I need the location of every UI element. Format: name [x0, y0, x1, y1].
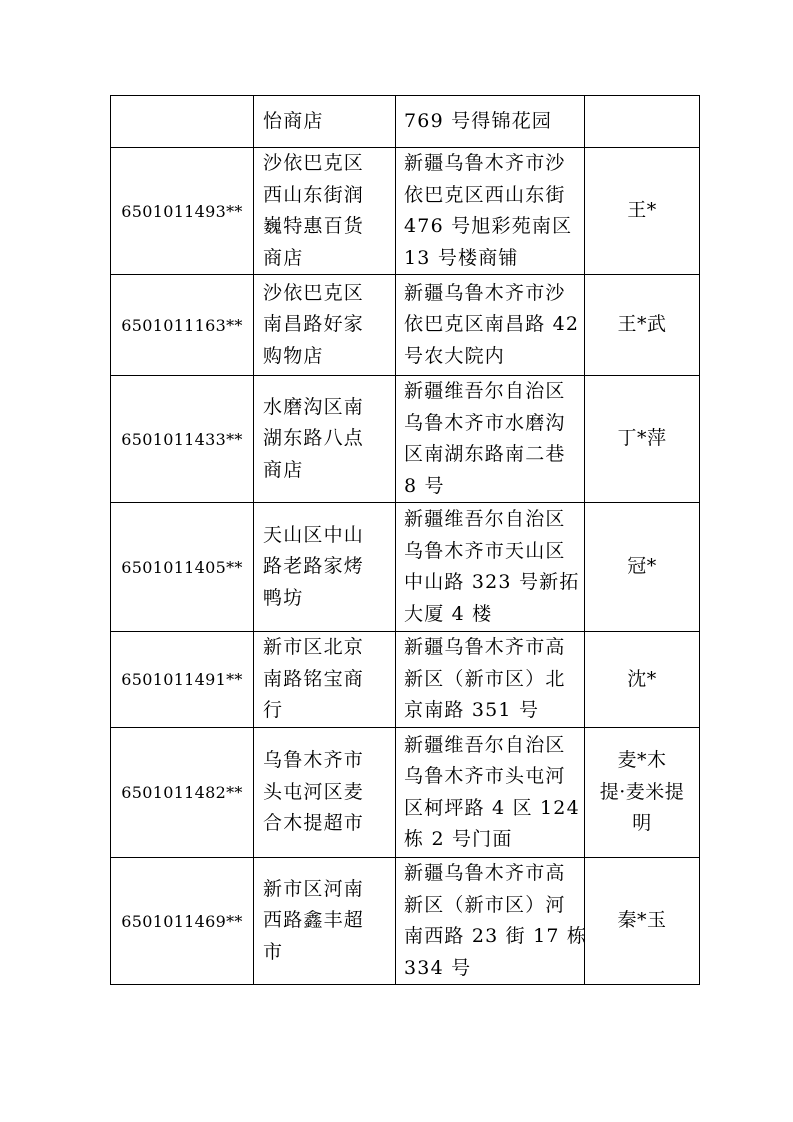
merchant-name-line: 购物店 — [263, 344, 324, 367]
merchant-id-cell — [111, 96, 254, 148]
merchant-address-line: 京南路 351 号 — [404, 699, 540, 722]
merchant-name-cell — [254, 275, 396, 376]
merchant-name-line: 西山东街润 — [263, 183, 365, 206]
person-name-line: 王* — [627, 199, 657, 222]
merchant-address-line: 中山路 323 号新拓 — [404, 571, 580, 593]
merchant-name-line: 南昌路好家 — [263, 313, 365, 336]
merchant-name-line: 鸭坊 — [263, 586, 304, 609]
merchant-name-line: 商店 — [263, 458, 304, 481]
person-name-line: 秦*玉 — [617, 909, 667, 932]
merchant-address-line: 新区（新市区）北 — [404, 667, 566, 690]
merchant-address-line: 新疆乌鲁木齐市沙 — [404, 281, 566, 304]
merchant-name-line: 市 — [263, 940, 284, 963]
merchant-id-cell: 6501011433** — [111, 376, 254, 503]
merchant-address-line: 769 号得锦花园 — [404, 109, 553, 132]
merchant-name-cell — [254, 148, 396, 275]
merchant-name-line: 西路鑫丰超 — [263, 909, 365, 932]
merchant-address-cell — [396, 728, 585, 858]
merchant-id-cell: 6501011163** — [111, 275, 254, 376]
merchant-name-line: 天山区中山 — [263, 523, 365, 546]
person-name-line: 明 — [632, 812, 652, 835]
merchant-name-line: 合木提超市 — [263, 812, 365, 835]
merchant-name-line: 湖东路八点 — [263, 427, 365, 450]
merchant-name-line: 新市区河南 — [263, 877, 365, 900]
person-name-cell — [585, 858, 700, 985]
person-name-line: 沈* — [627, 667, 657, 690]
merchant-name-line: 水磨沟区南 — [263, 395, 365, 418]
table-row — [111, 728, 700, 858]
person-name-cell — [585, 376, 700, 503]
merchant-address-line: 乌鲁木齐市水磨沟 — [404, 411, 566, 434]
merchant-name-line: 沙依巴克区 — [263, 281, 365, 304]
table-row — [111, 275, 700, 376]
merchant-address-line: 依巴克区南昌路 42 — [404, 313, 580, 336]
merchant-address-line: 新疆乌鲁木齐市高 — [404, 862, 566, 884]
merchant-id-cell: 6501011493** — [111, 148, 254, 275]
table-body — [111, 96, 700, 985]
table-row — [111, 858, 700, 985]
merchant-address-line: 476 号旭彩苑南区 — [404, 215, 573, 237]
merchant-address-line: 区柯坪路 4 区 124 — [404, 796, 580, 819]
merchant-name-line: 行 — [263, 699, 284, 722]
person-name-cell — [585, 275, 700, 376]
merchant-address-cell — [396, 96, 585, 148]
merchant-id-cell: 6501011405** — [111, 503, 254, 632]
merchant-address-cell — [396, 858, 588, 985]
person-name-line: 丁*萍 — [617, 427, 667, 450]
merchant-address-line: 号农大院内 — [404, 344, 506, 367]
merchant-address-line: 乌鲁木齐市天山区 — [404, 539, 566, 562]
merchant-name-line: 怡商店 — [263, 109, 324, 132]
merchant-address-line: 新区（新市区）河 — [404, 893, 566, 916]
merchant-name-cell — [254, 632, 396, 728]
merchant-address-line: 新疆乌鲁木齐市高 — [404, 636, 566, 659]
merchant-name-line: 路老路家烤 — [263, 555, 365, 578]
person-name-cell — [585, 632, 700, 728]
merchant-address-line: 新疆维吾尔自治区 — [404, 508, 566, 530]
person-name-line: 冠* — [627, 555, 657, 578]
merchant-address-line: 334 号 — [404, 956, 472, 979]
merchant-address-line: 栋 2 号门面 — [404, 828, 513, 850]
merchant-address-line: 新疆维吾尔自治区 — [404, 380, 566, 402]
merchant-address-line: 8 号 — [404, 474, 445, 497]
merchant-address-cell — [396, 632, 585, 728]
merchant-address-cell — [396, 148, 585, 275]
person-name-line: 王*武 — [617, 313, 667, 336]
table-row — [111, 96, 700, 148]
merchant-name-cell — [254, 376, 396, 503]
person-name-cell — [585, 148, 700, 275]
merchant-address-line: 新疆乌鲁木齐市沙 — [404, 152, 566, 174]
merchant-address-line: 区南湖东路南二巷 — [404, 443, 566, 465]
merchant-address-line: 南西路 23 街 17 栋 — [404, 925, 588, 947]
merchant-address-line: 乌鲁木齐市头屯河 — [404, 765, 566, 787]
person-name-cell — [585, 96, 700, 148]
merchant-address-cell — [396, 503, 585, 632]
table-row — [111, 376, 700, 503]
table-row — [111, 148, 700, 275]
merchant-name-line: 沙依巴克区 — [263, 152, 365, 174]
merchant-name-line: 头屯河区麦 — [263, 780, 365, 803]
merchant-name-line: 乌鲁木齐市 — [263, 749, 365, 772]
merchant-name-line: 新市区北京 — [263, 636, 365, 659]
merchant-name-cell — [254, 858, 396, 985]
merchant-table — [110, 95, 700, 985]
merchant-address-cell — [396, 275, 585, 376]
merchant-id-cell: 6501011491** — [111, 632, 254, 728]
person-name-cell — [585, 728, 700, 858]
merchant-address-cell — [396, 376, 585, 503]
merchant-address-line: 依巴克区西山东街 — [404, 183, 566, 206]
merchant-address-line: 新疆维吾尔自治区 — [404, 733, 566, 756]
merchant-address-line: 13 号楼商铺 — [404, 246, 519, 269]
merchant-name-line: 南路铭宝商 — [263, 667, 365, 690]
merchant-id-cell: 6501011482** — [111, 728, 254, 858]
person-name-cell — [585, 503, 700, 632]
merchant-name-cell — [254, 96, 396, 148]
merchant-name-line: 巍特惠百货 — [263, 215, 365, 237]
merchant-id-cell: 6501011469** — [111, 858, 254, 985]
person-name-line: 提·麦米提 — [599, 780, 685, 803]
person-name-line: 麦*木 — [617, 749, 667, 772]
merchant-address-line: 大厦 4 楼 — [404, 602, 493, 625]
table-row — [111, 503, 700, 632]
merchant-name-cell — [254, 503, 396, 632]
merchant-name-line: 商店 — [263, 246, 304, 269]
merchant-name-cell — [254, 728, 396, 858]
table-row — [111, 632, 700, 728]
